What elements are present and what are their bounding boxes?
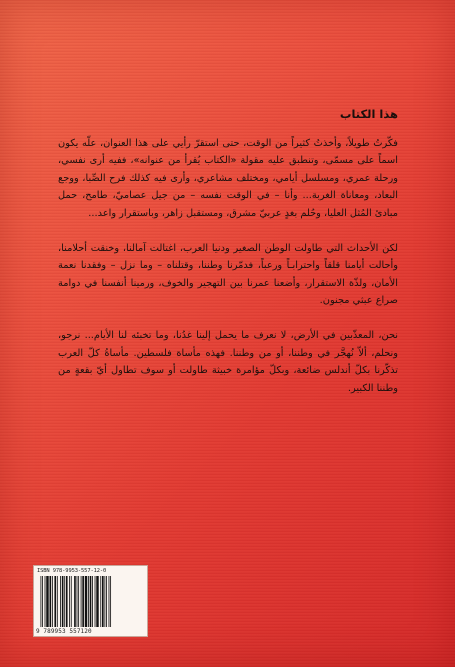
barcode-bars — [40, 576, 141, 627]
blurb-text-block — [58, 106, 398, 397]
ean-digits: 9 789953 557120 — [36, 628, 145, 635]
blurb-paragraph-1: فكّرتُ طويلاً، وأخذتُ كثيراً من الوقت، حتى استقرّ رأيي على هذا العنوان، علّه يكون اسماً على مسمّى، وتنطبق عليه مقولة «الكتاب يُقرأ من عنوانه»، ففيه أرى نفسي، ورحلة عمري، ومسلسل أيامي، ومختلف مشاعري، وأرى فيه كذلك فرح الصِّبا، ووجع البعاد، ومعاناة الغربة... وأنا – في الوقت نفسه – من جيل عصاميّ، طامح، حمل مبادئ المُثل العليا، وحُلم بغدٍ عربيّ مشرق، ومستقبل زاهر، وباستقرار واعد... — [58, 137, 398, 219]
blurb-paragraph-2: لكن الأحداث التي طاولت الوطن الصغير ودنيا العرب، اغتالت آمالنا، وخنقت أحلامنا، وأحالت أيامنا قلقاً واحترابـاً ورعباً، فدمّرنا وطننا، وقتلناه – وما نزل – وفقدنا نعمة الأمان، ولذّة الاستقرار، وأضعنا عمرنا بين التهجير والخوف، ورمينا أنفسنا في دوامة صراع عبثي مجنون. — [58, 242, 398, 307]
barcode-label — [33, 565, 148, 637]
isbn-text: ISBN 978-9953-557-12-0 — [37, 568, 107, 574]
blurb-heading: هذا الكتاب — [339, 107, 398, 121]
blurb-paragraph-3: نحن، المعذّبين في الأرض، لا نعرف ما يحمل إلينا غدُنا، وما تخبئه لنا الأيام... نرجو، ونحلم، ألاّ نُهجَّر في وطننا، أو من وطننا. فهذه مأساة فلسطين. مأساةُ كلّ العرب تذكّرنا بكلّ أندلس ضائعة، وبكلّ مؤامرة خبيثة طاولت أو سوف تطاول أيّ بقعةٍ من وطننا الكبير. — [58, 329, 398, 394]
